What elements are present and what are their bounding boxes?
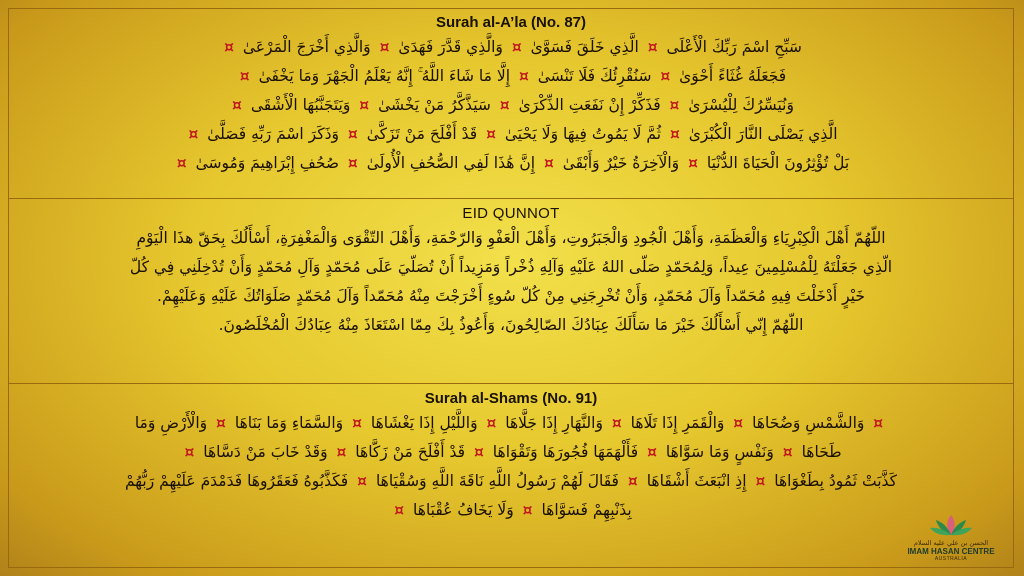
section-title: Surah al-Shams (No. 91) <box>424 390 598 407</box>
verse-separator-icon: ¤ <box>543 154 554 172</box>
verse-separator-icon: ¤ <box>499 96 510 114</box>
eid-qunnot-section <box>8 198 1014 383</box>
verse-line: ¤ وَالشَّمْسِ وَضُحَاهَا ¤ وَالْقَمَرِ إِذَا تَلَاهَا ¤ وَالنَّهَارِ إِذَا جَلَّاهَا ¤ وَاللَّيْلِ إِذَا يَغْشَاهَا ¤ وَالسَّمَاءِ وَمَا بَنَاهَا ¤ وَالْأَرْضِ وَمَا <box>134 414 884 432</box>
verse-separator-icon: ¤ <box>224 38 234 56</box>
verse-separator-icon: ¤ <box>647 443 657 461</box>
verse-separator-icon: ¤ <box>873 414 884 432</box>
lotus-icon <box>929 513 973 539</box>
verse-separator-icon: ¤ <box>336 443 347 461</box>
logo-arabic-text: الحسن بن علي عليه السلام <box>913 539 989 547</box>
verse-separator-icon: ¤ <box>347 154 358 172</box>
verse-separator-icon: ¤ <box>357 472 368 490</box>
verse-line: سَبِّحِ اسْمَ رَبِّكَ الْأَعْلَى ¤ الَّذِي خَلَقَ فَسَوَّىٰ ¤ وَالَّذِي قَدَّرَ فَهَدَىٰ ¤ وَالَّذِي أَخْرَجَ الْمَرْعَىٰ ¤ <box>224 38 802 56</box>
verse-separator-icon: ¤ <box>188 125 199 143</box>
dua-line: اللّهُمّ أَهْلَ الْكِبْرِيَاءِ وَالْعَظَمَةِ، وَأَهْلَ الْجُودِ وَالْجَبَرُوتِ، وَأَهْلَ الْعَفْوِ وَالرّحْمَةِ، وَأَهْلَ التّقْوَى وَالْمَغْفِرَةِ، أَسْأَلُكَ بِحَقّ هذَا الْيَوْمِ <box>136 229 886 247</box>
verse-separator-icon: ¤ <box>486 125 496 143</box>
verse-separator-icon: ¤ <box>518 67 529 85</box>
verse-separator-icon: ¤ <box>522 501 533 519</box>
section-title: EID QUNNOT <box>462 205 560 222</box>
dua-line: خَيْرٍ أَدْخَلْتَ فِيهِ مُحَمّداً وَآلَ مُحَمّدٍ، وَأَنْ تُخْرِجَنِي مِنْ كُلّ سُوءٍ أَخْرَجْتَ مِنْهُ مُحَمّداً وَآلَ مُحَمّدٍ صَلَوَاتُكَ عَلَيْهِ وَعَلَيْهِمْ. <box>157 287 865 305</box>
verse-separator-icon: ¤ <box>647 38 658 56</box>
verse-separator-icon: ¤ <box>379 38 390 56</box>
surah-al-ala-section <box>8 8 1014 198</box>
verse-separator-icon: ¤ <box>733 414 744 432</box>
verse-separator-icon: ¤ <box>239 67 250 85</box>
verse-line: بَلْ تُؤْثِرُونَ الْحَيَاةَ الدُّنْيَا ¤ وَالْآخِرَةُ خَيْرٌ وَأَبْقَىٰ ¤ إِنَّ هَٰذَا لَفِي الصُّحُفِ الْأُولَىٰ ¤ صُحُفِ إِبْرَاهِيمَ وَمُوسَىٰ ¤ <box>176 154 850 172</box>
verse-separator-icon: ¤ <box>184 443 195 461</box>
surah-al-shams-section <box>8 383 1014 568</box>
verse-separator-icon: ¤ <box>669 125 680 143</box>
verse-separator-icon: ¤ <box>352 414 362 432</box>
dua-line: اللّهُمّ إِنّي أَسْأَلُكَ خَيْرَ مَا سَأَلَكَ عِبَادُكَ الصّالِحُونَ، وَأَعُوذُ بِكَ مِمّا اسْتَعَاذَ مِنْهُ عِبَادُكَ الْمُخْلَصُونَ. <box>218 316 804 334</box>
verse-separator-icon: ¤ <box>216 414 226 432</box>
verse-line: طَحَاهَا ¤ وَنَفْسٍ وَمَا سَوَّاهَا ¤ فَأَلْهَمَهَا فُجُورَهَا وَتَقْوَاهَا ¤ قَدْ أَفْلَحَ مَنْ زَكَّاهَا ¤ وَقَدْ خَابَ مَنْ دَسَّاهَا ¤ <box>184 443 842 461</box>
verse-separator-icon: ¤ <box>176 154 187 172</box>
verse-separator-icon: ¤ <box>660 67 671 85</box>
imam-hasan-centre-logo <box>896 513 1006 562</box>
verse-separator-icon: ¤ <box>627 472 638 490</box>
verse-line: الَّذِي يَصْلَى النَّارَ الْكُبْرَىٰ ¤ ثُمَّ لَا يَمُوتُ فِيهَا وَلَا يَحْيَىٰ ¤ قَدْ أَفْلَحَ مَنْ تَزَكَّىٰ ¤ وَذَكَرَ اسْمَ رَبِّهِ فَصَلَّىٰ ¤ <box>188 125 838 143</box>
verse-separator-icon: ¤ <box>511 38 522 56</box>
verse-separator-icon: ¤ <box>688 154 698 172</box>
verse-separator-icon: ¤ <box>474 443 484 461</box>
verse-line: وَنُيَسِّرُكَ لِلْيُسْرَىٰ ¤ فَذَكِّرْ إِنْ نَفَعَتِ الذِّكْرَىٰ ¤ سَيَذَّكَّرُ مَنْ يَخْشَىٰ ¤ وَيَتَجَنَّبُهَا الْأَشْقَى ¤ <box>232 96 794 114</box>
verse-separator-icon: ¤ <box>347 125 358 143</box>
verse-separator-icon: ¤ <box>486 414 497 432</box>
verse-line: كَذَّبَتْ ثَمُودُ بِطَغْوَاهَا ¤ إِذِ انْبَعَثَ أَشْقَاهَا ¤ فَقَالَ لَهُمْ رَسُولُ اللَّهِ نَاقَةَ اللَّهِ وَسُقْيَاهَا ¤ فَكَذَّبُوهُ فَعَقَرُوهَا فَدَمْدَمَ عَلَيْهِمْ رَبُّهُمْ <box>124 472 898 490</box>
verse-separator-icon: ¤ <box>611 414 622 432</box>
section-title: Surah al-A’la (No. 87) <box>435 14 587 31</box>
verse-separator-icon: ¤ <box>782 443 793 461</box>
verse-separator-icon: ¤ <box>755 472 766 490</box>
dua-line: الّذِي جَعَلْتَهُ لِلْمُسْلِمِينَ عِيداً، وَلِمُحَمّدٍ صَلّى اللهُ عَلَيْهِ وَآلِهِ ذُخْراً وَمَزِيداً أَنْ تُصَلّيَ عَلَى مُحَمّدٍ وَآلِ مُحَمّدٍ وَأَنْ تُدْخِلَنِي فِي كُلّ <box>129 258 893 276</box>
verse-line: فَجَعَلَهُ غُثَاءً أَحْوَىٰ ¤ سَنُقْرِئُكَ فَلَا تَنْسَىٰ ¤ إِلَّا مَا شَاءَ اللَّهُ ۚ إِنَّهُ يَعْلَمُ الْجَهْرَ وَمَا يَخْفَىٰ ¤ <box>239 67 787 85</box>
verse-separator-icon: ¤ <box>669 96 680 114</box>
verse-separator-icon: ¤ <box>232 96 242 114</box>
verse-line: بِذَنْبِهِمْ فَسَوَّاهَا ¤ وَلَا يَخَافُ عُقْبَاهَا ¤ <box>394 501 632 519</box>
verse-separator-icon: ¤ <box>394 501 405 519</box>
logo-name: IMAM HASAN CENTRE <box>907 547 995 556</box>
logo-subtitle: AUSTRALIA <box>934 556 968 562</box>
verse-separator-icon: ¤ <box>359 96 370 114</box>
